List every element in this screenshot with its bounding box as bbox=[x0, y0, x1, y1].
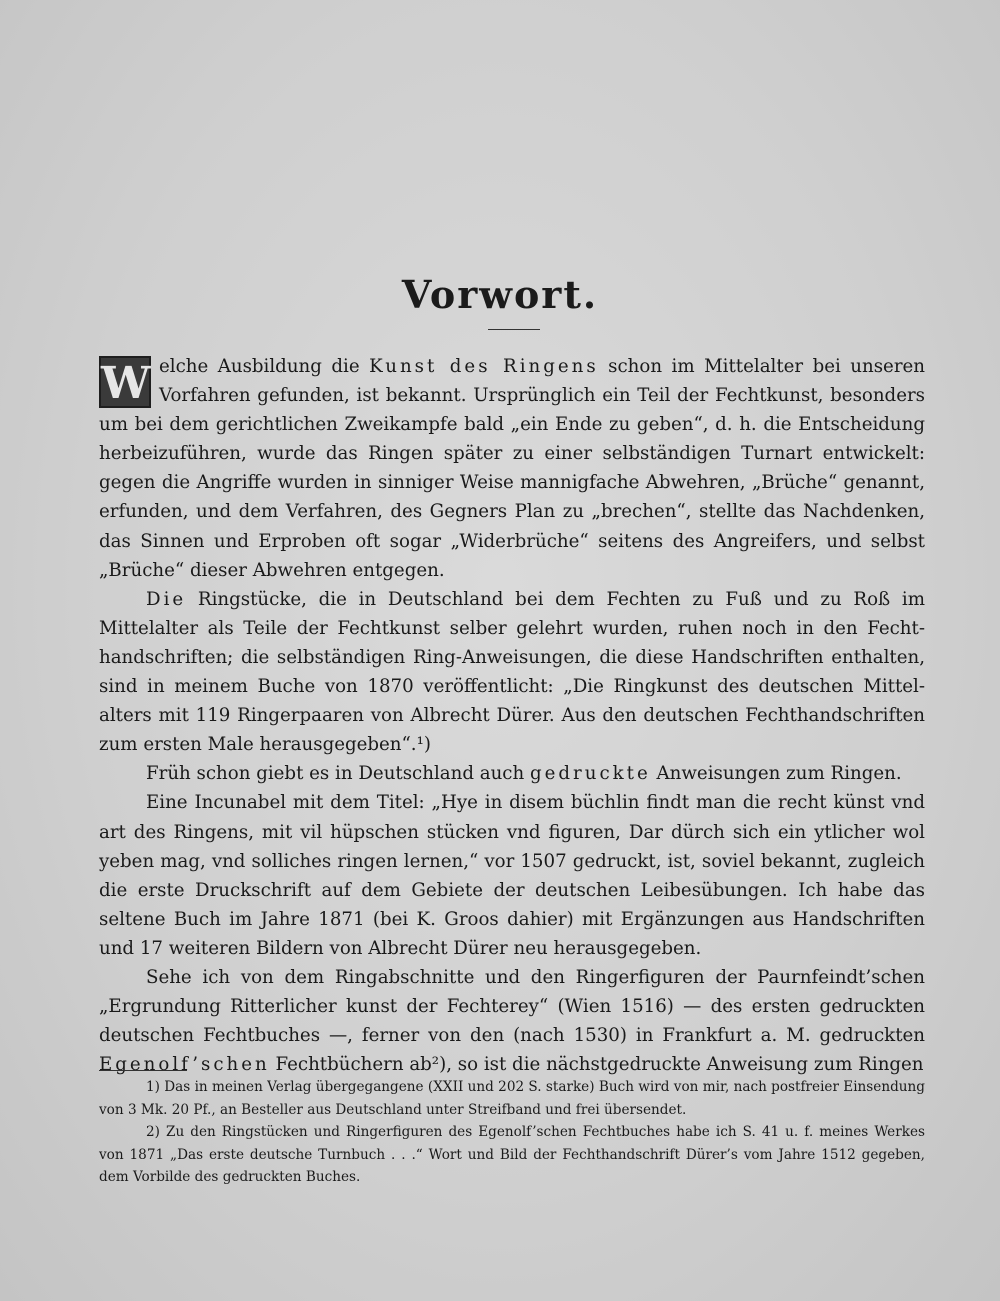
paragraph-3-text-a: Früh schon giebt es in Deutschland auch bbox=[146, 763, 530, 785]
paragraph-2 bbox=[99, 585, 925, 760]
paragraph-4-text-b: , mit vil hüpschen stücken vnd figuren, Dar dürch sich ein ytlicher wol yeben mag, vnd solliches ringen lernen,“ vor 1507 gedruckt, ist, soviel bekannt, zugleich die erste Druckschrift auf dem Gebiete der deutschen Leibesübungen. Ich habe das seltene Buch im Jahre 1871 (bei K. Groos dahier) mit Ergänzungen aus Handschriften und 17 weiteren Bildern von Albrecht Dürer neu herausgegeben. bbox=[99, 821, 925, 959]
paragraph-4 bbox=[99, 788, 925, 963]
dropcap-initial: W bbox=[101, 358, 151, 409]
footnotes bbox=[99, 1076, 925, 1189]
page-title: Vorwort. bbox=[401, 272, 599, 317]
paragraph-3-text-b: Anweisungen zum Ringen. bbox=[650, 763, 902, 785]
paragraph-5-emphasis: Egenolf’schen bbox=[99, 1054, 270, 1076]
footnote-1: 1) Das in meinen Verlag übergegangene (XXII und 202 S. starke) Buch wird von mir, nach postfreier Einsendung von 3 Mk. 20 Pf., an Besteller aus Deutschland unter Streifband und frei übersendet. bbox=[99, 1079, 925, 1118]
paragraph-5 bbox=[99, 963, 925, 1079]
paragraph-4-text-a: Eine Incunabel mit dem Titel: „ bbox=[146, 792, 441, 814]
paragraph-4-emphasis: Hye in disem büchlin findt man die recht künst vnd art des Ringens bbox=[99, 792, 925, 843]
footnote-divider bbox=[99, 1070, 187, 1071]
paragraph-2-text: Ringstücke, die in Deutschland bei dem Fechten zu Fuß und zu Roß im Mittelalter als Teile der Fechtkunst selber gelehrt wurden, ruhen noch in den Fechthandschriften; die selbständigen Ring-Anweisungen, die diese Handschriften enthalten, sind in meinem Buche von 1870 veröffentlicht: „Die Ringkunst des deutschen Mittelalters mit 119 Ringerpaaren von Albrecht Dürer. Aus den deutschen Fechthandschriften zum ersten Male herausgegeben“.¹) bbox=[99, 588, 925, 756]
paragraph-1-emphasis: Kunst des Ringens bbox=[369, 356, 599, 377]
title-divider bbox=[488, 329, 540, 330]
paragraph-5-text-a: Sehe ich von dem Ringabschnitte und den Ringerfiguren der Paurnfeindt’schen „Ergrundung Ritterlicher kunst der Fechterey“ (Wien 1516) — des ersten gedruckten deutschen Fechtbuches —, ferner von den (nach 1530) in Frankfurt a. M. gedruckten bbox=[99, 966, 925, 1047]
main-text bbox=[99, 352, 925, 1079]
paragraph-1-text-b: schon im Mittelalter bei unseren Vorfahren gefunden, ist bekannt. Ursprünglich ein Teil der Fechtkunst, besonders um bei dem gerichtlichen Zweikampfe bald „ein Ende zu geben“, d. h. die Entscheidung herbeizuführen, wurde das Ringen später zu einer selbständigen Turnart entwickelt: gegen die Angriffe wurden in sinniger Weise mannigfache Abwehren, „Brüche“ genannt, erfunden, und dem Verfahren, des Gegners Plan zu „brechen“, stellte das Nachdenken, das Sinnen und Erproben oft sogar „Widerbrüche“ seitens des Angreifers, und selbst „Brüche“ dieser Abwehren entgegen. bbox=[99, 356, 925, 581]
paragraph-3-emphasis: gedruckte bbox=[529, 763, 651, 785]
paragraph-1 bbox=[99, 352, 925, 585]
paragraph-1-text-a: elche Ausbildung die bbox=[159, 356, 370, 377]
paragraph-2-emphasis: Die bbox=[146, 588, 187, 610]
paragraph-3 bbox=[99, 759, 925, 788]
footnote-2: 2) Zu den Ringstücken und Ringerfiguren des Egenolf’schen Fechtbuches habe ich S. 41 u. f. meines Werkes von 1871 „Das erste deutsche Turnbuch . . .“ Wort und Bild der Fechthandschrift Dürer’s vom Jahre 1512 gegeben, dem Vorbilde des gedruckten Buches. bbox=[99, 1124, 925, 1185]
paragraph-5-text-b: Fechtbüchern ab²), so ist die nächstgedruckte Anweisung zum Ringen bbox=[269, 1054, 924, 1076]
